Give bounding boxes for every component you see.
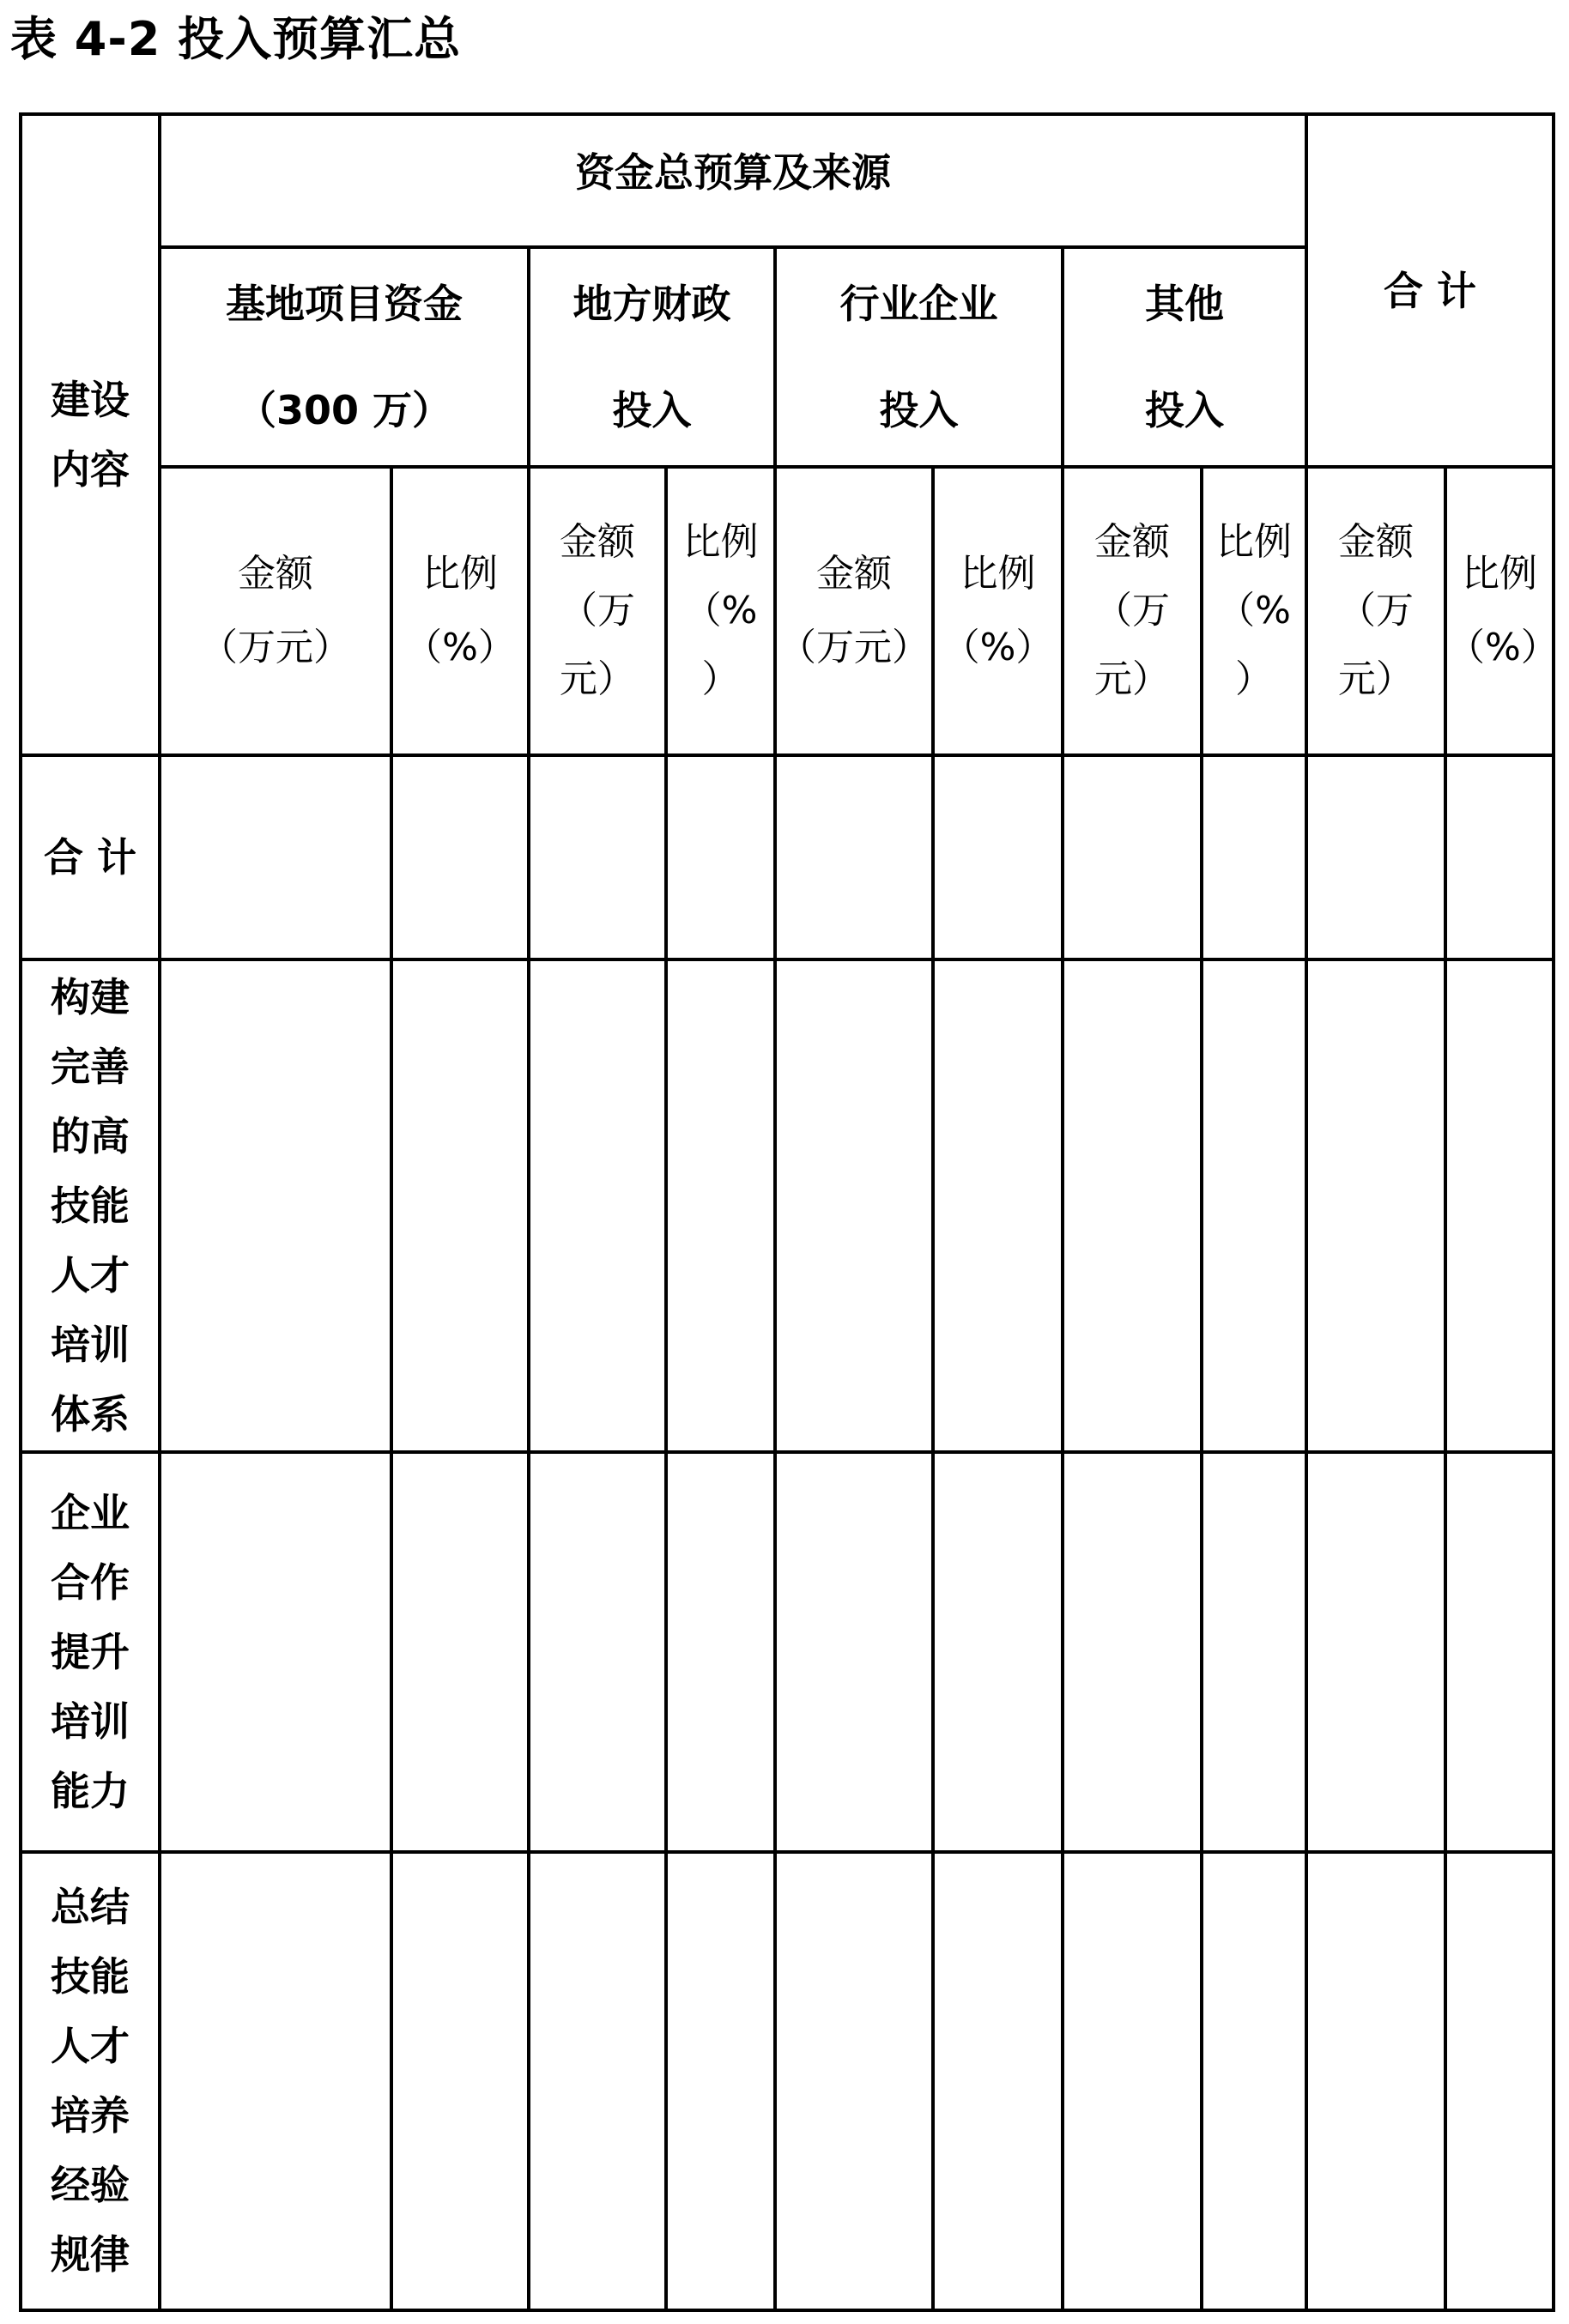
table-cell bbox=[666, 1852, 775, 2310]
table-cell bbox=[775, 959, 933, 1452]
table-row bbox=[21, 959, 1554, 1452]
table-cell bbox=[391, 1452, 529, 1852]
table-cell bbox=[1063, 1852, 1202, 2310]
table-cell bbox=[160, 959, 391, 1452]
table-cell bbox=[1202, 1452, 1306, 1852]
table-cell bbox=[933, 1452, 1063, 1852]
table-cell bbox=[775, 1452, 933, 1852]
table-cell bbox=[1445, 959, 1554, 1452]
table-cell bbox=[1202, 959, 1306, 1452]
industry-ratio-header: 比例 （%） bbox=[933, 467, 1063, 755]
total-ratio-header: 比例 （%） bbox=[1445, 467, 1554, 755]
table-cell bbox=[1306, 755, 1445, 959]
table-cell bbox=[933, 1852, 1063, 2310]
table-cell bbox=[160, 1452, 391, 1852]
total-header: 合 计 bbox=[1306, 114, 1554, 467]
total-amount-header: 金额 （万 元） bbox=[1306, 467, 1445, 755]
table-cell bbox=[1063, 755, 1202, 959]
table-cell bbox=[529, 959, 666, 1452]
table-cell bbox=[160, 755, 391, 959]
table-cell bbox=[1063, 1452, 1202, 1852]
table-cell bbox=[1306, 1852, 1445, 2310]
base-amount-header: 金额 （万元） bbox=[160, 467, 391, 755]
table-cell bbox=[666, 1452, 775, 1852]
table-cell bbox=[666, 755, 775, 959]
table-cell bbox=[666, 959, 775, 1452]
table-row bbox=[21, 1452, 1554, 1852]
source-industry-enterprise: 行业企业 投入 bbox=[775, 247, 1063, 467]
table-cell bbox=[1306, 959, 1445, 1452]
table-cell bbox=[1445, 755, 1554, 959]
table-row bbox=[21, 755, 1554, 959]
source-local-finance: 地方财政 投入 bbox=[529, 247, 775, 467]
table-cell bbox=[160, 1852, 391, 2310]
row-label-training-system: 构建 完善 的高 技能 人才 培训 体系 bbox=[21, 959, 160, 1452]
table-cell bbox=[775, 755, 933, 959]
industry-amount-header: 金额 （万元） bbox=[775, 467, 933, 755]
table-cell bbox=[391, 1852, 529, 2310]
table-cell bbox=[775, 1852, 933, 2310]
table-cell bbox=[1445, 1452, 1554, 1852]
construction-content-header: 建设 内容 bbox=[21, 114, 160, 755]
table-title: 表 4-2 投入预算汇总 bbox=[10, 12, 462, 66]
table-cell bbox=[1445, 1852, 1554, 2310]
row-label-summarize-experience: 总结 技能 人才 培养 经验 规律 bbox=[21, 1852, 160, 2310]
table-cell bbox=[529, 1852, 666, 2310]
table-cell bbox=[1202, 1852, 1306, 2310]
table-cell bbox=[391, 755, 529, 959]
budget-source-header: 资金总预算及来源 bbox=[160, 114, 1306, 247]
table-cell bbox=[529, 755, 666, 959]
table-cell bbox=[1306, 1452, 1445, 1852]
row-label-total: 合 计 bbox=[21, 755, 160, 959]
table-cell bbox=[1202, 755, 1306, 959]
base-ratio-header: 比例 （%） bbox=[391, 467, 529, 755]
table-cell bbox=[933, 959, 1063, 1452]
row-label-enterprise-cooperation: 企业 合作 提升 培训 能力 bbox=[21, 1452, 160, 1852]
source-base-project-funds: 基地项目资金 （300 万） bbox=[160, 247, 529, 467]
table-cell bbox=[391, 959, 529, 1452]
other-ratio-header: 比例 （% ） bbox=[1202, 467, 1306, 755]
budget-summary-table bbox=[19, 112, 1559, 2312]
table-row bbox=[21, 1852, 1554, 2310]
other-amount-header: 金额 （万 元） bbox=[1063, 467, 1202, 755]
table-cell bbox=[933, 755, 1063, 959]
local-ratio-header: 比例 （% ） bbox=[666, 467, 775, 755]
local-amount-header: 金额 （万 元） bbox=[529, 467, 666, 755]
table-cell bbox=[529, 1452, 666, 1852]
table-cell bbox=[1063, 959, 1202, 1452]
source-other: 其他 投入 bbox=[1063, 247, 1306, 467]
